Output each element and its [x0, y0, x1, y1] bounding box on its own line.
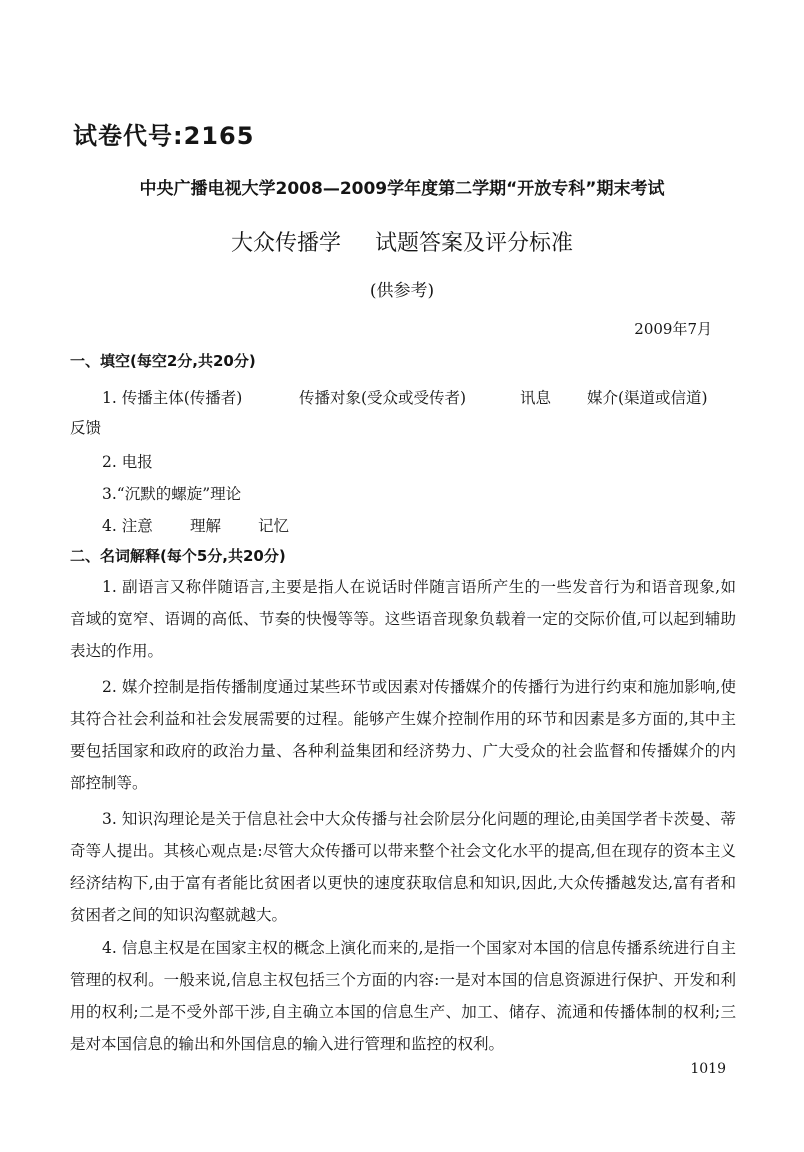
- answer-1-item: 1. 传播主体(传播者): [102, 389, 243, 407]
- answer-2: 2. 电报: [102, 453, 153, 471]
- document-subtitle: (供参考): [369, 281, 435, 301]
- page-number: 1019: [690, 1061, 726, 1077]
- definition-paragraph: 2. 媒介控制是指传播制度通过某些环节或因素对传播媒介的传播行为进行约束和施加影响,使其符合社会利益和社会发展需要的过程。能够产生媒介控制作用的环节和因素是多方面的,其中主要包括国家和政府的政治力量、各种利益集团和经济势力、广大受众的社会监督和传播媒介的内部控制等。: [70, 678, 736, 792]
- answer-1-item: 讯息: [520, 389, 552, 407]
- answer-1-item: 传播对象(受众或受传者): [299, 389, 467, 407]
- answer-4-item: 4. 注意: [102, 517, 153, 535]
- answer-1-item: 媒介(渠道或信道): [587, 389, 708, 407]
- answer-1-continued: 反馈: [70, 419, 102, 437]
- document-title: [0, 226, 804, 257]
- answer-4-item: 记忆: [258, 517, 290, 535]
- section-heading-fill-blank: 一、填空(每空2分,共20分): [70, 352, 256, 370]
- exam-date: 2009年7月: [634, 320, 712, 338]
- course-name: 大众传播学: [230, 231, 341, 256]
- definition-paragraph: 3. 知识沟理论是关于信息社会中大众传播与社会阶层分化问题的理论,由美国学者卡茨曼、蒂奇等人提出。其核心观点是:尽管大众传播可以带来整个社会文化水平的提高,但在现存的资本主义经济结构下,由于富有者能比贫困者以更快的速度获取信息和知识,因此,大众传播越发达,富有者和贫困者之间的知识沟壑就越大。: [70, 810, 736, 924]
- answer-title: 试题答案及评分标准: [375, 231, 574, 256]
- section-heading-definitions: 二、名词解释(每个5分,共20分): [70, 547, 286, 565]
- answer-4-item: 理解: [190, 517, 222, 535]
- paper-code: 试卷代号:2165: [73, 122, 255, 150]
- answer-4: [102, 514, 289, 536]
- exam-title-line: 中央广播电视大学2008—2009学年度第二学期“开放专科”期末考试: [139, 179, 665, 199]
- answer-1: [102, 386, 708, 408]
- answer-3: 3.“沉默的螺旋”理论: [102, 485, 242, 503]
- definition-paragraph: 4. 信息主权是在国家主权的概念上演化而来的,是指一个国家对本国的信息传播系统进行自主管理的权利。一般来说,信息主权包括三个方面的内容:一是对本国的信息资源进行保护、开发和利用的权利;二是不受外部干涉,自主确立本国的信息生产、加工、储存、流通和传播体制的权利;三是对本国信息的输出和外国信息的输入进行管理和监控的权利。: [70, 939, 736, 1053]
- definition-paragraph: 1. 副语言又称伴随语言,主要是指人在说话时伴随言语所产生的一些发音行为和语音现象,如音域的宽窄、语调的高低、节奏的快慢等等。这些语音现象负载着一定的交际价值,可以起到辅助表达的作用。: [70, 578, 736, 660]
